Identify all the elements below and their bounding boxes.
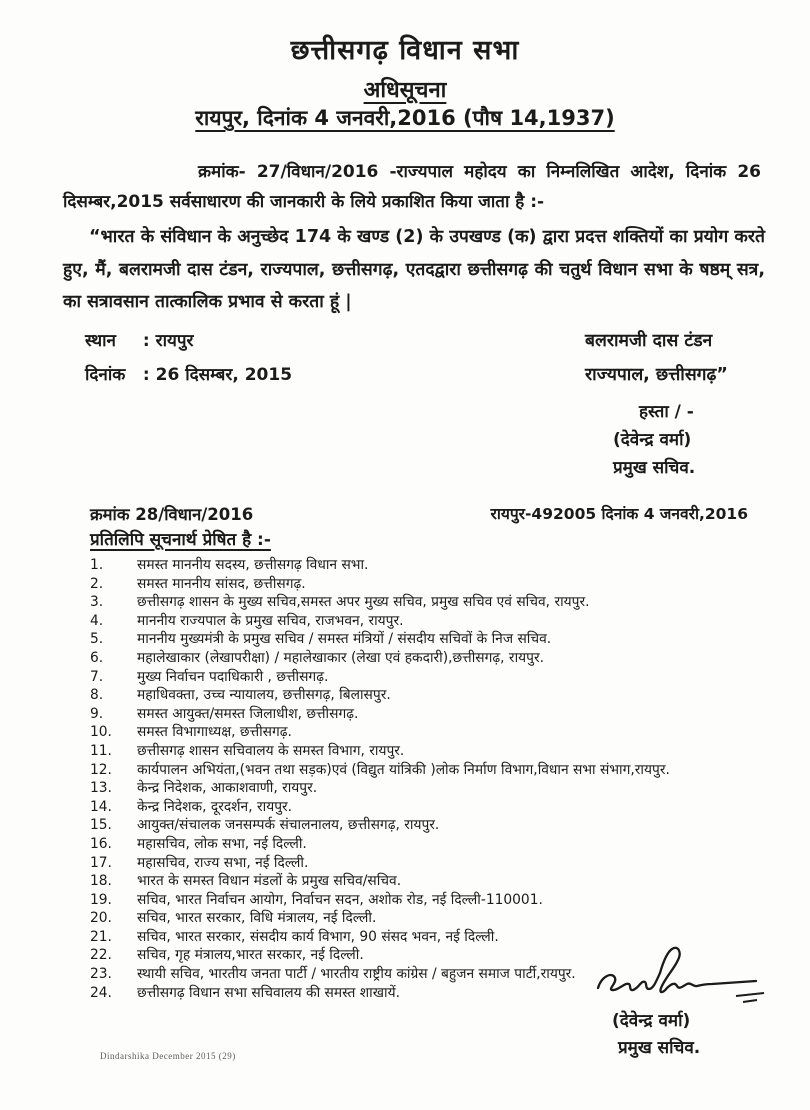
list-item-number: 24. (90, 984, 112, 1001)
date-label: दिनांक (85, 365, 126, 385)
governor-name: बलरामजी दास टंडन (585, 331, 713, 351)
date-colon: : (142, 365, 150, 385)
signed-label: हस्ता / - (639, 402, 694, 422)
place-dateline (0, 104, 810, 132)
list-item-text: महाधिवक्ता, उच्च न्यायालय, छत्तीसगढ़, बिलासपुर. (137, 687, 391, 704)
distribution-list (90, 556, 750, 1002)
footer-imprint: Dindarshika December 2015 (29) (100, 1051, 236, 1061)
list-item-text: आयुक्त/संचालक जनसम्पर्क संचालनालय, छत्तीसगढ़, रायपुर. (137, 817, 440, 834)
list-item-text: केन्द्र निदेशक, आकाशवाणी, रायपुर. (137, 780, 318, 797)
list-item-number: 20. (90, 910, 112, 927)
list-item-text: माननीय मुख्यमंत्री के प्रमुख सचिव / समस्त मंत्रियों / संसदीय सचिवों के निज सचिव. (137, 631, 552, 648)
governor-title: राज्यपाल, छत्तीसगढ़” (585, 365, 728, 385)
list-item-number: 22. (90, 947, 112, 964)
list-item-text: समस्त माननीय सांसद, छत्तीसगढ़. (137, 575, 306, 592)
list-item (90, 891, 750, 910)
place-line (85, 324, 292, 358)
list-item-text: सचिव, गृह मंत्रालय,भारत सरकार, नई दिल्ली. (137, 947, 364, 964)
list-item (90, 630, 750, 649)
place-label: स्थान (85, 331, 116, 351)
list-item-text: सचिव, भारत निर्वाचन आयोग, निर्वाचन सदन, अशोक रोड, नई दिल्ली-110001. (137, 891, 543, 908)
list-item-number: 6. (90, 649, 104, 666)
list-item (90, 593, 750, 612)
list-item (90, 779, 750, 798)
list-item-text: भारत के समस्त विधान मंडलों के प्रमुख सचिव/सचिव. (137, 873, 402, 890)
list-item-number: 9. (90, 705, 104, 722)
list-item (90, 761, 750, 780)
list-item-number: 5. (90, 631, 104, 648)
attestation-title: प्रमुख सचिव. (613, 458, 696, 478)
list-item (90, 854, 750, 873)
place-dateline-text: रायपुर, दिनांक 4 जनवरी,2016 (पौष 14,1937) (195, 106, 615, 130)
list-item (90, 686, 750, 705)
list-item (90, 705, 750, 724)
place-colon: : (142, 331, 150, 351)
place-date-block (85, 324, 292, 392)
list-item-text: समस्त माननीय सदस्य, छत्तीसगढ़ विधान सभा. (137, 557, 369, 573)
governor-order-paragraph: “भारत के संविधान के अनुच्छेद 174 के खण्ड (2) के उपखण्ड (क) द्वारा प्रदत्त शक्तियों का प्रयोग करते हुए, मैं, बलरामजी दास टंडन, राज्यपाल, छत्तीसगढ़, एतदद्वारा छत्तीसगढ़ की चतुर्थ विधान सभा के षष्ठम् सत्र, का सत्रावसान तात्कालिक प्रभाव से करता हूं | (63, 227, 765, 312)
list-item (90, 649, 750, 668)
secretary-signature-block (592, 944, 782, 1058)
governor-signature-block (585, 324, 728, 392)
list-item-text: सचिव, भारत सरकार, विधि मंत्रालय, नई दिल्ली. (137, 910, 377, 927)
endorsement-ref-line (90, 502, 748, 525)
list-item-number: 18. (90, 873, 112, 890)
list-item-text: छत्तीसगढ़ विधान सभा सचिवालय की समस्त शाखायें. (137, 984, 400, 1001)
date-line (85, 358, 292, 392)
list-item (90, 723, 750, 742)
handwritten-signature-icon (594, 944, 774, 1006)
ref-place-date: रायपुर-492005 दिनांक 4 जनवरी,2016 (490, 505, 748, 523)
list-item (90, 872, 750, 891)
list-item-number: 23. (90, 966, 112, 983)
list-item (90, 575, 750, 594)
list-item-text: समस्त विभागाध्यक्ष, छत्तीसगढ़. (137, 724, 292, 741)
list-item-number: 19. (90, 891, 112, 908)
list-item (90, 835, 750, 854)
list-item (90, 816, 750, 835)
attestation-block (613, 398, 733, 482)
list-item-text: स्थायी सचिव, भारतीय जनता पार्टी / भारतीय राष्ट्रीय कांग्रेस / बहुजन समाज पार्टी,रायपुर. (137, 966, 576, 983)
list-item-number: 3. (90, 594, 104, 611)
copy-forwarded-heading: प्रतिलिपि सूचनार्थ प्रेषित है :- (90, 530, 271, 550)
list-item-text: छत्तीसगढ़ शासन सचिवालय के समस्त विभाग, रायपुर. (137, 742, 405, 759)
list-item-number: 15. (90, 817, 112, 834)
date-value: 26 दिसम्बर, 2015 (155, 365, 293, 385)
list-item-text: मुख्य निर्वाचन पदाधिकारी , छत्तीसगढ़. (137, 668, 329, 685)
list-item-text: सचिव, भारत सरकार, संसदीय कार्य विभाग, 90 संसद भवन, नई दिल्ली. (137, 928, 499, 945)
notification-heading-text: अधिसूचना (363, 78, 447, 103)
list-item-text: महासचिव, लोक सभा, नई दिल्ली. (137, 835, 307, 852)
list-item-text: समस्त आयुक्त/समस्त जिलाधीश, छत्तीसगढ़. (137, 705, 359, 722)
list-item-number: 21. (90, 928, 112, 945)
list-item (90, 556, 750, 575)
list-item-text: कार्यपालन अभियंता,(भवन तथा सड़क)एवं (विद्युत यांत्रिकी )लोक निर्माण विभाग,विधान सभा संभाग,रायपुर. (137, 761, 670, 778)
list-item (90, 742, 750, 761)
list-item (90, 612, 750, 631)
list-item-number: 8. (90, 687, 104, 704)
list-item-number: 2. (90, 575, 104, 592)
list-item (90, 668, 750, 687)
list-item-number: 4. (90, 612, 104, 629)
ref-number: क्रमांक 28/विधान/2016 (90, 505, 254, 524)
list-item-number: 14. (90, 798, 112, 815)
list-item-number: 16. (90, 835, 112, 852)
list-item-text: माननीय राज्यपाल के प्रमुख सचिव, राजभवन, रायपुर. (137, 612, 404, 629)
place-value: रायपुर (155, 331, 194, 351)
list-item-number: 13. (90, 780, 112, 797)
list-item-number: 17. (90, 854, 112, 871)
list-item-number: 10. (90, 724, 112, 741)
order-intro-paragraph: क्रमांक- 27/विधान/2016 -राज्यपाल महोदय का निम्नलिखित आदेश, दिनांक 26 दिसम्बर,2015 सर्वसाधारण की जानकारी के लिये प्रकाशित किया जाता है :- (63, 162, 761, 212)
list-item-number: 1. (90, 557, 104, 573)
list-item (90, 909, 750, 928)
notification-heading (0, 74, 810, 104)
attestation-name: (देवेन्द्र वर्मा) (613, 430, 692, 450)
list-item (90, 798, 750, 817)
secretary-title: प्रमुख सचिव. (618, 1038, 701, 1058)
page-title: छत्तीसगढ़ विधान सभा (290, 35, 520, 66)
list-item-text: छत्तीसगढ़ शासन के मुख्य सचिव,समस्त अपर मुख्य सचिव, प्रमुख सचिव एवं सचिव, रायपुर. (137, 594, 590, 611)
list-item-number: 7. (90, 668, 104, 685)
secretary-name: (देवेन्द्र वर्मा) (612, 1011, 691, 1031)
list-item-number: 12. (90, 761, 112, 778)
list-item-text: केन्द्र निदेशक, दूरदर्शन, रायपुर. (137, 798, 293, 815)
list-item-number: 11. (90, 742, 112, 759)
list-item-text: महासचिव, राज्य सभा, नई दिल्ली. (137, 854, 309, 871)
list-item-text: महालेखाकार (लेखापरीक्षा) / महालेखाकार (लेखा एवं हकदारी),छत्तीसगढ़, रायपुर. (137, 649, 545, 666)
